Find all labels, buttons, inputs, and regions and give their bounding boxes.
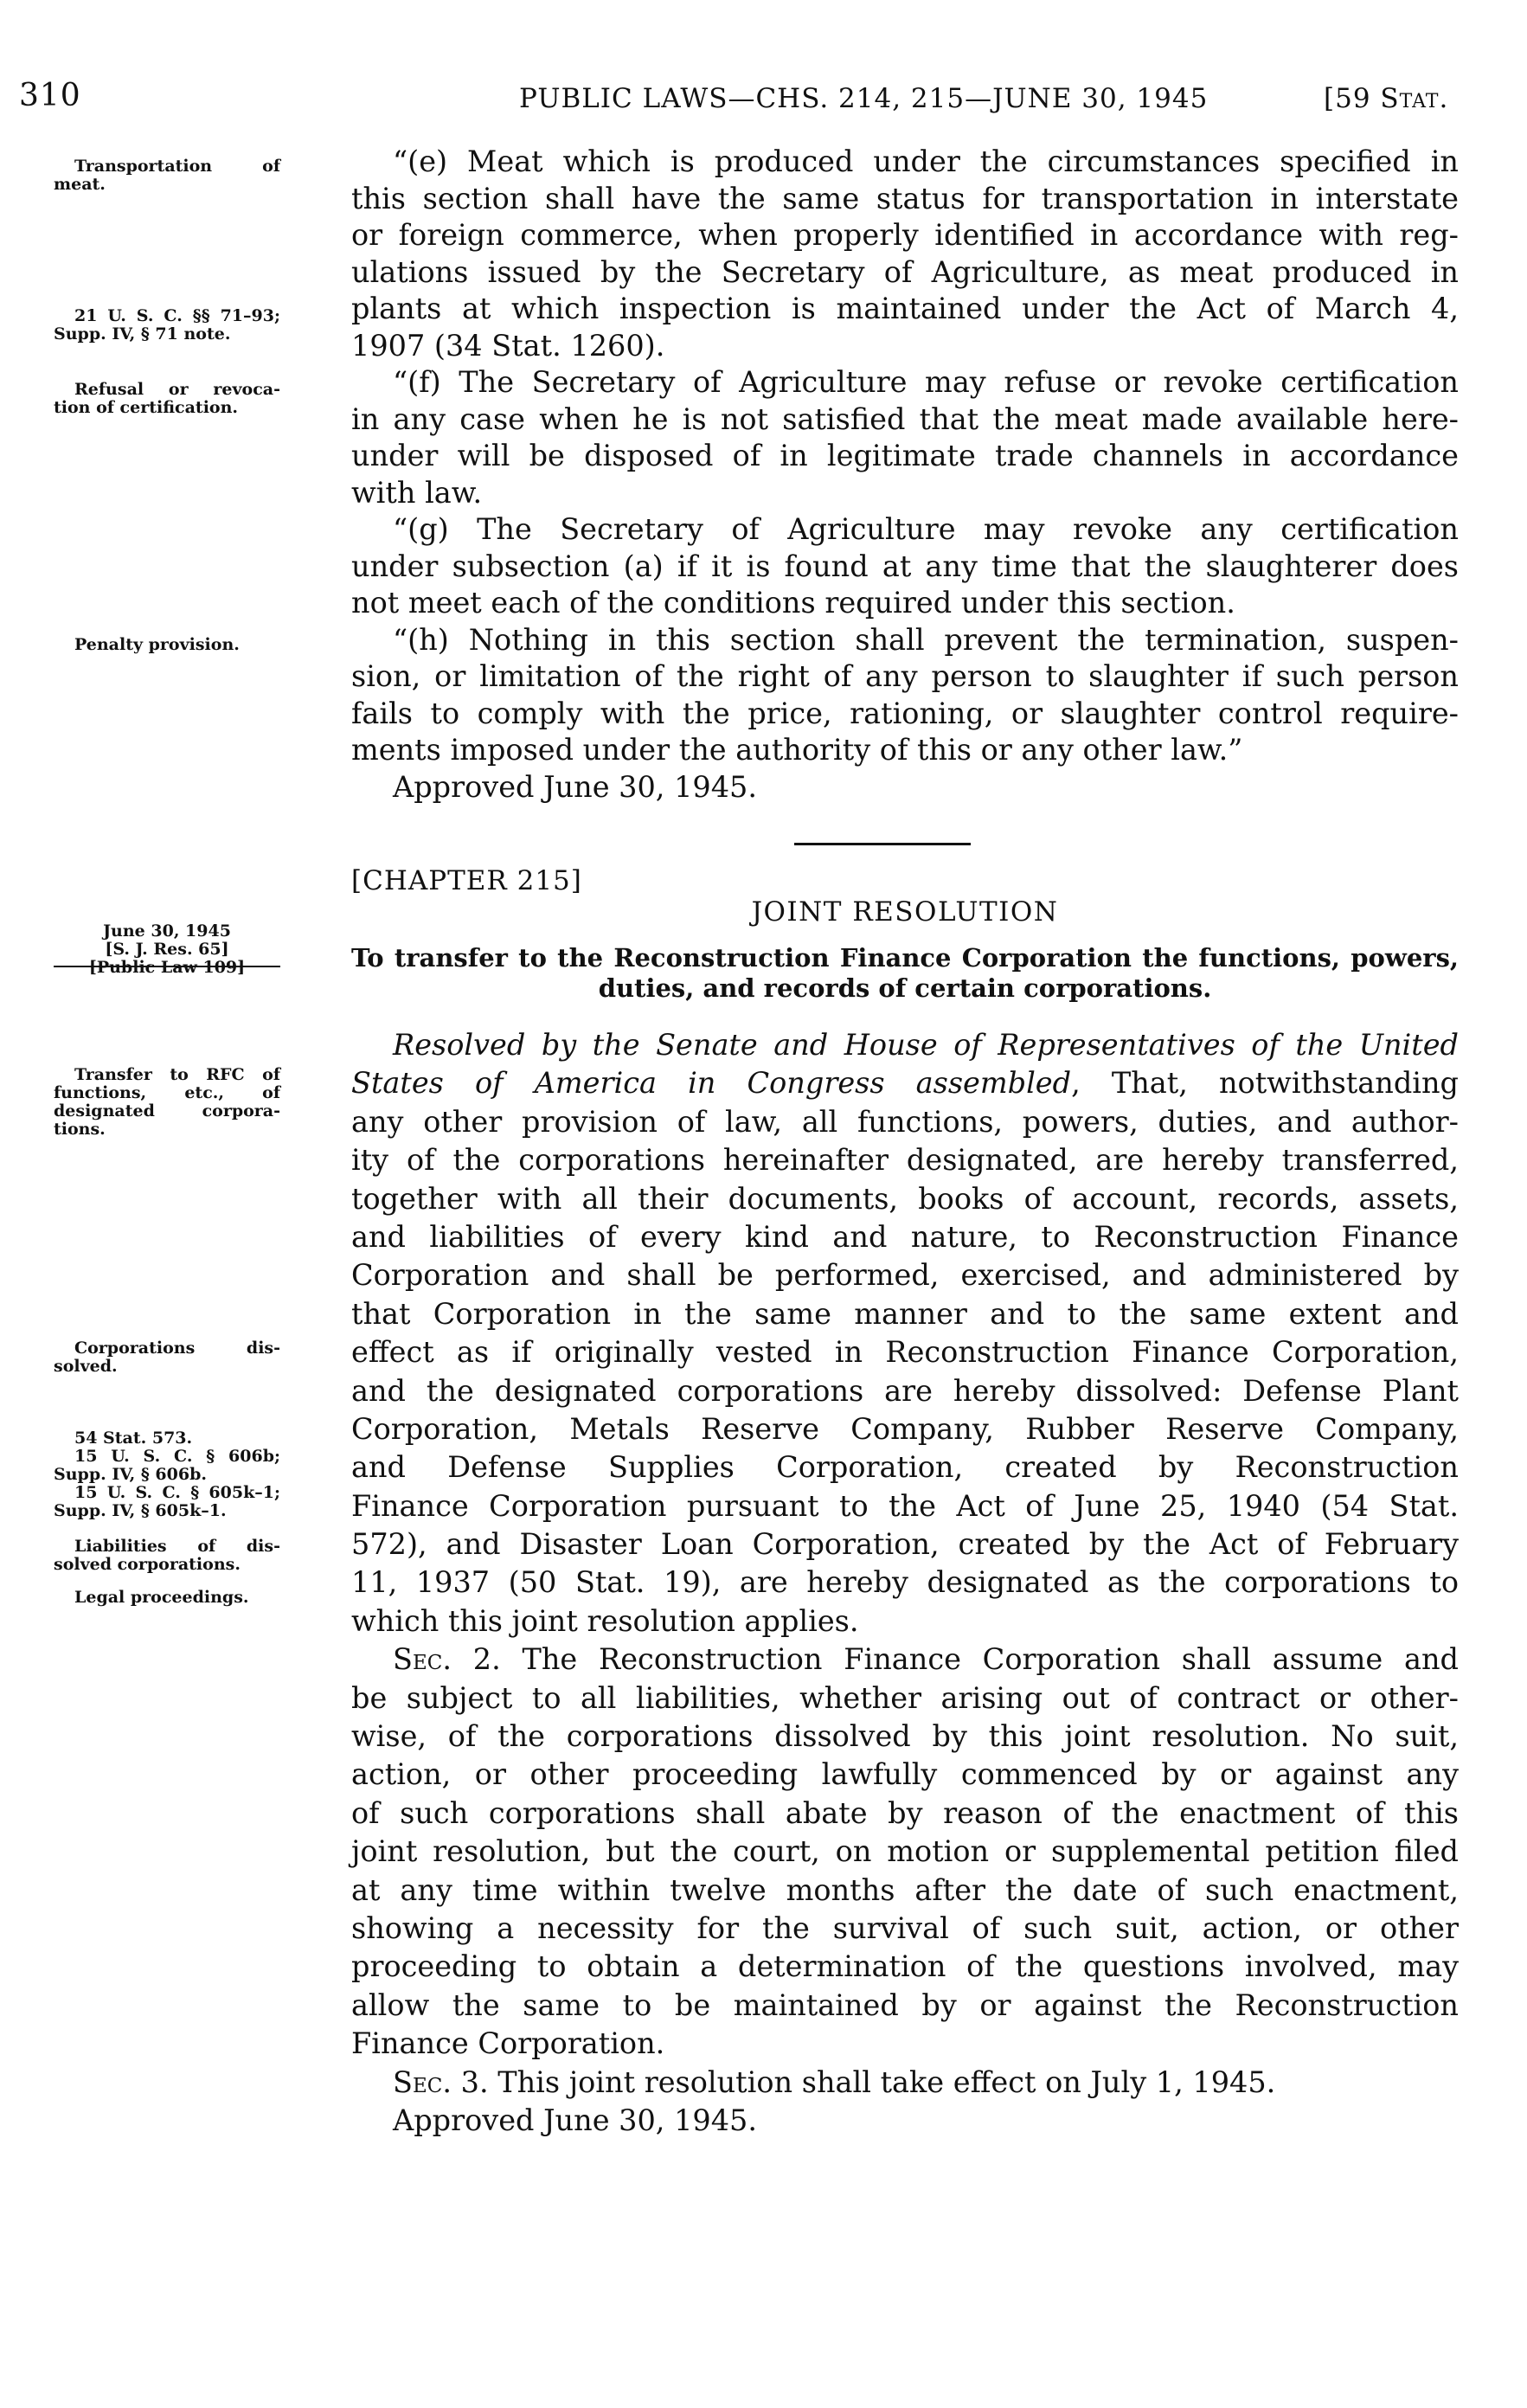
text-line — [351, 1948, 1459, 1986]
text-line — [351, 438, 1459, 475]
margin-note-line: Refusal or revoca- — [74, 380, 280, 399]
margin-note-liabilities — [54, 1538, 280, 1574]
small-caps-text: Sec. — [393, 2064, 452, 2099]
text-segment: under will be disposed of in legitimate trade channels in accordance — [351, 439, 1459, 472]
chapter-label: [CHAPTER 215] — [351, 865, 582, 896]
margin-note-refusal-revocation — [54, 381, 280, 417]
text-segment: ments imposed under the authority of this or any other law.” — [351, 733, 1243, 767]
margin-note-line: solved. — [54, 1357, 118, 1376]
resolution-title — [351, 943, 1459, 1004]
margin-note-line: Corporations dis- — [74, 1339, 280, 1358]
text-segment: To transfer to the Reconstruction Finance Corporation the functions, powers, — [351, 943, 1459, 973]
text-line — [351, 1487, 1459, 1525]
text-line — [351, 1103, 1459, 1141]
text-segment: at any time within twelve months after the date of such enactment, — [351, 1872, 1459, 1907]
text-segment: Corporation and shall be performed, exercised, and administered by — [351, 1258, 1459, 1293]
text-segment: 2. The Reconstruction Finance Corporation shall assume and — [452, 1642, 1459, 1677]
margin-note-line: designated corpora- — [54, 1101, 280, 1121]
text-line — [351, 1987, 1459, 2025]
text-segment: that Corporation in the same manner and to the same extent and — [351, 1296, 1459, 1331]
text-line — [351, 1410, 1459, 1448]
text-segment: which this joint resolution applies. — [351, 1603, 859, 1638]
text-line — [351, 328, 1459, 365]
text-line — [351, 696, 1459, 733]
text-segment: plants at which inspection is maintained under the Act of March 4, — [351, 292, 1459, 325]
text-segment: “(h) Nothing in this section shall prevent the termination, suspen- — [393, 622, 1459, 657]
text-line — [351, 364, 1459, 401]
text-segment: of such corporations shall abate by reason of the enactment of this — [351, 1795, 1459, 1830]
text-line — [351, 475, 1459, 512]
text-segment: fails to comply with the price, rationing, or slaughter control require- — [351, 696, 1459, 730]
text-line — [351, 1256, 1459, 1294]
text-line — [351, 622, 1459, 659]
text-line — [351, 1141, 1459, 1179]
text-segment: or foreign commerce, when properly identified in accordance with reg- — [351, 218, 1459, 252]
text-segment: 572), and Disaster Loan Corporation, created by the Act of February — [351, 1527, 1459, 1562]
text-line — [351, 1872, 1459, 1910]
text-line — [351, 1180, 1459, 1218]
text-line — [351, 217, 1459, 254]
text-segment: showing a necessity for the survival of such suit, action, or other — [351, 1910, 1459, 1945]
text-line — [351, 1564, 1459, 1602]
text-segment: 1907 (34 Stat. 1260). — [351, 328, 665, 363]
text-segment: and Defense Supplies Corporation, created by Reconstruction — [351, 1450, 1459, 1485]
margin-note-line: Penalty provision. — [74, 635, 240, 654]
text-segment: Approved June 30, 1945. — [393, 2103, 757, 2137]
margin-note-penalty-provision — [54, 636, 280, 654]
resolution-body — [351, 1026, 1459, 2140]
section-divider — [794, 843, 971, 845]
text-line — [351, 1795, 1459, 1833]
text-segment: allow the same to be maintained by or against the Reconstruction — [351, 1987, 1459, 2022]
text-segment: not meet each of the conditions required under this section. — [351, 586, 1235, 620]
text-line — [351, 549, 1459, 586]
text-line — [351, 1026, 1459, 1064]
margin-note-line: Supp. IV, § 71 note. — [54, 324, 231, 344]
text-segment: 3. This joint resolution shall take effect on July 1, 1945. — [452, 2064, 1276, 2099]
margin-note-line: Supp. IV, § 606b. — [54, 1465, 207, 1484]
text-line — [351, 2025, 1459, 2063]
text-segment: “(e) Meat which is produced under the circumstances specified in — [393, 144, 1459, 178]
margin-note-line: meat. — [54, 175, 106, 194]
text-line — [351, 511, 1459, 549]
margin-note-line: Liabilities of dis- — [74, 1537, 280, 1556]
text-segment: duties, and records of certain corporations. — [598, 973, 1212, 1003]
margin-note-legal-proceedings — [54, 1589, 280, 1607]
text-segment: proceeding to obtain a determination of the questions involved, may — [351, 1949, 1459, 1984]
text-line — [351, 401, 1459, 439]
text-line — [351, 1448, 1459, 1487]
text-line — [351, 2102, 1459, 2140]
text-line — [351, 1218, 1459, 1256]
text-segment: any other provision of law, all functions, powers, duties, and author- — [351, 1104, 1459, 1139]
text-segment: , That, notwithstanding — [1071, 1066, 1459, 1101]
text-line — [351, 1333, 1459, 1371]
margin-note-stat-citations — [54, 1429, 280, 1520]
text-line — [351, 1525, 1459, 1564]
italic-text: States of America in Congress assembled — [351, 1066, 1072, 1101]
margin-note-line: [Public Law 109] — [88, 958, 246, 977]
text-line — [351, 1756, 1459, 1794]
margin-note-line: Legal proceedings. — [74, 1588, 249, 1607]
text-line — [351, 732, 1459, 769]
margin-note-line: [S. J. Res. 65] — [105, 940, 229, 959]
margin-note-line: functions, etc., of — [54, 1083, 280, 1102]
text-segment: Approved June 30, 1945. — [393, 769, 757, 804]
volume-prefix: [59 — [1324, 83, 1381, 114]
small-caps-text: Sec. — [393, 1642, 452, 1677]
margin-note-line: Transfer to RFC of — [74, 1065, 280, 1084]
text-line — [351, 181, 1459, 218]
chapter-214-text — [351, 144, 1459, 806]
page-number: 310 — [19, 78, 81, 113]
text-segment: “(f) The Secretary of Agriculture may refuse or revoke certification — [393, 365, 1459, 399]
text-line — [351, 1602, 1459, 1641]
text-segment: wise, of the corporations dissolved by this joint resolution. No suit, — [351, 1719, 1459, 1754]
text-segment: under subsection (a) if it is found at any time that the slaughterer does — [351, 549, 1459, 583]
text-segment: “(g) The Secretary of Agriculture may revoke any certification — [393, 512, 1459, 546]
text-segment: and the designated corporations are hereby dissolved: Defense Plant — [351, 1373, 1459, 1408]
text-line — [351, 1718, 1459, 1756]
margin-note-june-30-1945 — [54, 922, 280, 977]
text-line — [351, 1295, 1459, 1333]
text-segment: action, or other proceeding lawfully commenced by or against any — [351, 1757, 1459, 1792]
text-line — [351, 658, 1459, 696]
margin-note-usc-71-93 — [54, 307, 280, 344]
margin-note-line: 15 U. S. C. § 605k–1; — [74, 1483, 280, 1502]
volume-reference — [1324, 83, 1448, 114]
text-line — [351, 769, 1459, 806]
text-line — [351, 1833, 1459, 1871]
text-line — [351, 2064, 1459, 2102]
text-segment: together with all their documents, books of account, records, assets, — [351, 1181, 1459, 1216]
text-line — [351, 144, 1459, 181]
text-segment: and liabilities of every kind and nature, to Reconstruction Finance — [351, 1219, 1459, 1254]
margin-note-line: tions. — [54, 1120, 106, 1139]
text-segment: joint resolution, but the court, on motion or supplemental petition filed — [351, 1834, 1459, 1869]
text-segment: effect as if originally vested in Reconstruction Finance Corporation, — [351, 1335, 1459, 1370]
text-line — [351, 254, 1459, 292]
running-head: PUBLIC LAWS—CHS. 214, 215—JUNE 30, 1945 — [519, 83, 1209, 114]
italic-text: Resolved by the Senate and House of Representatives of the United — [393, 1028, 1459, 1062]
text-segment: be subject to all liabilities, whether arising out of contract or other- — [351, 1680, 1459, 1715]
margin-note-line: Transportation of — [74, 157, 280, 176]
margin-note-corporations-dissolved — [54, 1339, 280, 1376]
margin-note-line: 15 U. S. C. § 606b; — [74, 1447, 280, 1466]
text-segment: Corporation, Metals Reserve Company, Rubber Reserve Company, — [351, 1411, 1459, 1446]
text-line — [351, 1641, 1459, 1679]
text-line — [351, 1679, 1459, 1718]
text-segment: ity of the corporations hereinafter designated, are hereby transferred, — [351, 1143, 1459, 1178]
text-segment: 11, 1937 (50 Stat. 19), are hereby designated as the corporations to — [351, 1565, 1459, 1600]
text-segment: ulations issued by the Secretary of Agriculture, as meat produced in — [351, 254, 1459, 289]
margin-note-line: 21 U. S. C. §§ 71–93; — [74, 306, 280, 325]
margin-note-line: Supp. IV, § 605k–1. — [54, 1501, 227, 1520]
text-line — [351, 291, 1459, 328]
text-line — [351, 1064, 1459, 1102]
text-segment: Finance Corporation pursuant to the Act of June 25, 1940 (54 Stat. — [351, 1488, 1459, 1523]
text-line — [351, 1910, 1459, 1948]
text-segment: sion, or limitation of the right of any person to slaughter if such person — [351, 659, 1459, 693]
text-line — [351, 1372, 1459, 1410]
joint-resolution-heading: JOINT RESOLUTION — [751, 896, 1059, 928]
text-line — [351, 943, 1459, 973]
text-segment: Finance Corporation. — [351, 2026, 665, 2061]
margin-note-transportation-of-meat — [54, 157, 280, 194]
margin-note-line: tion of certification. — [54, 398, 239, 417]
margin-note-line: solved corporations. — [54, 1555, 241, 1574]
volume-stat: Stat. — [1380, 83, 1449, 114]
text-segment: in any case when he is not satisfied that the meat made available here- — [351, 401, 1459, 436]
text-segment: with law. — [351, 475, 483, 510]
margin-note-line: 54 Stat. 573. — [74, 1429, 193, 1448]
margin-note-line: June 30, 1945 — [103, 921, 231, 941]
text-line — [351, 585, 1459, 622]
margin-note-transfer-to-rfc — [54, 1066, 280, 1139]
text-line — [351, 973, 1459, 1004]
text-segment: this section shall have the same status for transportation in interstate — [351, 181, 1459, 215]
